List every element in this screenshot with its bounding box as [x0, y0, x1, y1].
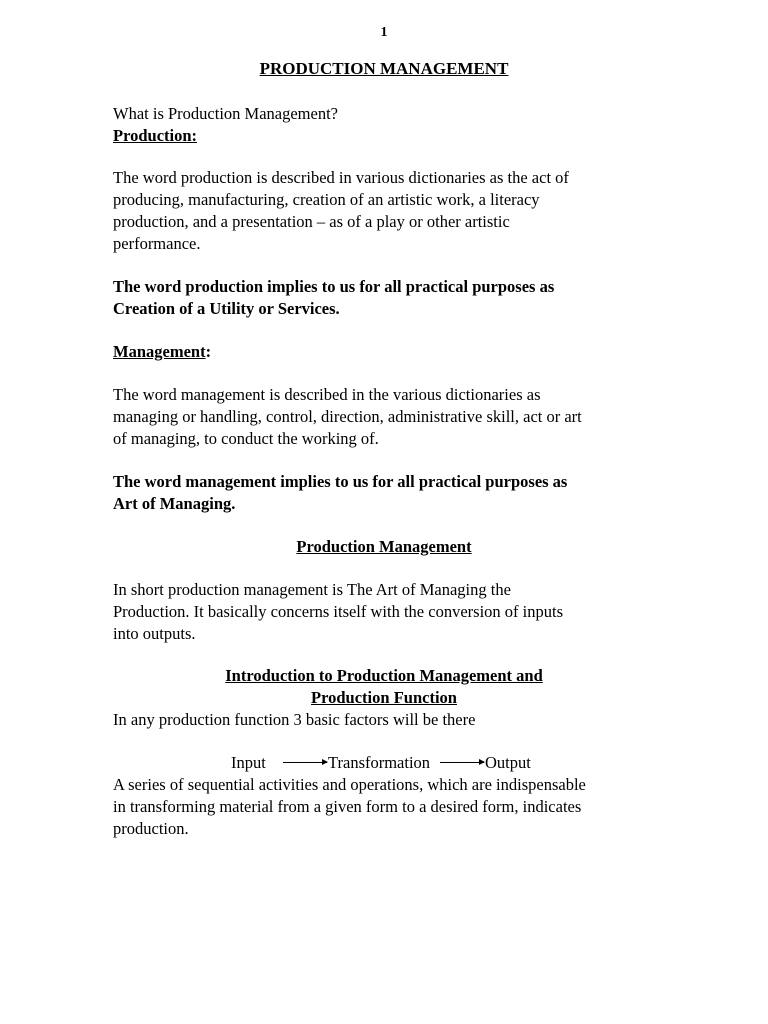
- introduction-heading-line2: Production Function: [311, 688, 457, 707]
- final-paragraph: [113, 774, 673, 840]
- flow-input-label: Input: [231, 753, 266, 772]
- paragraph-line: Production. It basically concerns itself with the conversion of inputs: [113, 602, 563, 621]
- paragraph-line: production.: [113, 819, 189, 838]
- production-function-lead: In any production function 3 basic factors will be there: [113, 710, 476, 729]
- production-management-paragraph: [113, 579, 673, 645]
- paragraph-line: The word production implies to us for all practical purposes as: [113, 277, 555, 296]
- paragraph-line: The word production is described in various dictionaries as the act of: [113, 168, 569, 187]
- production-implies-paragraph: [113, 276, 673, 320]
- paragraph-line: Art of Managing.: [113, 494, 236, 513]
- intro-question: What is Production Management?: [113, 104, 338, 123]
- production-management-heading: Production Management: [296, 537, 472, 556]
- management-definition-paragraph: [113, 384, 673, 450]
- page-number: 1: [380, 25, 388, 40]
- paragraph-line: into outputs.: [113, 624, 196, 643]
- paragraph-line: producing, manufacturing, creation of an artistic work, a literacy: [113, 190, 540, 209]
- management-heading-text: Management: [113, 342, 206, 361]
- production-heading: Production:: [113, 126, 198, 145]
- paragraph-line: in transforming material from a given form to a desired form, indicates: [113, 797, 582, 816]
- paragraph-line: The word management implies to us for all practical purposes as: [113, 472, 568, 491]
- flow-output-label: Output: [485, 753, 531, 772]
- paragraph-line: The word management is described in the various dictionaries as: [113, 385, 541, 404]
- introduction-heading-line1: Introduction to Production Management and: [225, 666, 543, 685]
- page-title: PRODUCTION MANAGEMENT: [259, 59, 509, 78]
- flow-transformation-label: Transformation: [328, 753, 431, 772]
- paragraph-line: performance.: [113, 234, 201, 253]
- arrow-right-icon: [283, 762, 327, 763]
- production-definition-paragraph: [113, 167, 673, 255]
- management-heading: [113, 341, 211, 363]
- management-heading-colon: :: [205, 342, 212, 361]
- paragraph-line: In short production management is The Art of Managing the: [113, 580, 511, 599]
- management-implies-paragraph: [113, 471, 673, 515]
- paragraph-line: managing or handling, control, direction, administrative skill, act or art: [113, 407, 582, 426]
- paragraph-line: A series of sequential activities and operations, which are indispensable: [113, 775, 586, 794]
- paragraph-line: Creation of a Utility or Services.: [113, 299, 340, 318]
- paragraph-line: production, and a presentation – as of a play or other artistic: [113, 212, 510, 231]
- arrow-right-icon: [440, 762, 484, 763]
- paragraph-line: of managing, to conduct the working of.: [113, 429, 379, 448]
